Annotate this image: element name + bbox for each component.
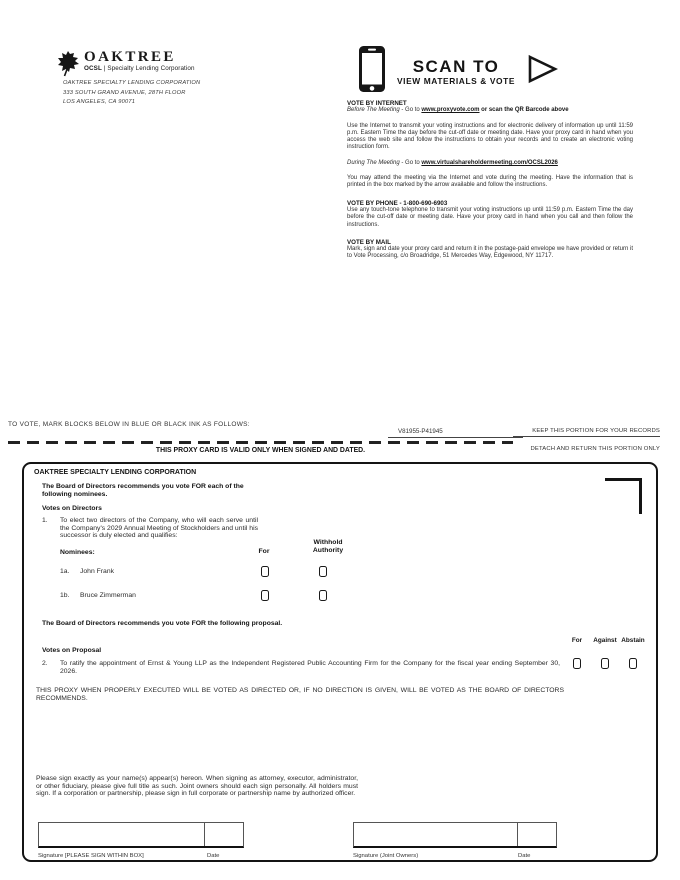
detach-dashed-line [8,441,513,444]
date-input-joint[interactable] [518,823,556,846]
brand-wordmark: OAKTREE [84,49,176,65]
signature-input-joint[interactable] [354,823,518,846]
nominee-id: 1a. [60,568,70,575]
proposal-2-text: To ratify the appointment of Ernst & Young LLP as the Independent Registered Public Accounting Firm for the Company for the fiscal year ending September 30, 2026. [60,660,560,675]
nominee-name: John Frank [80,568,115,575]
signature-box-primary [38,822,244,848]
company-address [63,79,200,108]
checkbox-2-abstain[interactable] [629,658,637,669]
scan-subtitle: VIEW MATERIALS & VOTE [397,75,516,86]
signature-box-joint [353,822,557,848]
date-label: Date [518,853,531,859]
checkbox-1b-for[interactable] [261,590,269,601]
address-line: LOS ANGELES, CA 90071 [63,99,136,106]
checkbox-1a-withhold[interactable] [319,566,327,577]
nominee-row-1b [60,592,136,600]
address-line: OAKTREE SPECIALTY LENDING CORPORATION [63,80,201,86]
nominee-row-1a [60,568,114,576]
checkbox-1a-for[interactable] [261,566,269,577]
detach-portion-note: DETACH AND RETURN THIS PORTION ONLY [530,446,660,452]
proposal-2-number: 2. [42,660,48,667]
oak-leaf-icon [57,50,79,82]
triangle-arrow-icon [526,54,558,89]
signature-joint-label: Signature (Joint Owners) [353,853,419,859]
mark-blocks-instruction: TO VOTE, MARK BLOCKS BELOW IN BLUE OR BLACK INK AS FOLLOWS: [8,421,250,428]
mail-instructions-text: Mark, sign and date your proxy card and return it in the postage-paid envelope we have provided or return it to Vote Processing, c/o Broadridge, 51 Mercedes Way, Edgewood, NY 11717. [347,246,633,260]
nominees-label: Nominees: [60,549,95,556]
scan-title: SCAN TO [412,56,500,76]
nominee-name: Bruce Zimmerman [80,592,136,599]
column-header-for: For [258,548,270,555]
proxyvote-link[interactable]: www.proxyvote.com [421,107,480,114]
vote-by-mail-heading: VOTE BY MAIL [347,238,391,246]
nominee-id: 1b. [60,592,70,599]
corner-bracket-mark [605,478,642,481]
vote-by-internet-heading: VOTE BY INTERNET [347,100,407,107]
date-label: Date [207,853,220,859]
smartphone-icon [358,45,386,98]
column-header-for: For [571,637,583,644]
checkbox-2-for[interactable] [573,658,581,669]
vote-by-phone-heading: VOTE BY PHONE - 1-800-690-6903 [347,199,448,207]
votes-on-proposal-heading: Votes on Proposal [42,647,102,654]
card-company-name: OAKTREE SPECIALTY LENDING CORPORATION [34,469,197,476]
sign-instructions: Please sign exactly as your name(s) appear(s) hereon. When signing as attorney, executor, administrator, or other fiduciary, please give full title as such. Joint owners should each sign personally. All holders must sign. If a corporation or partnership, please sign in full corporate or partnership name by authorized officer. [36,775,358,798]
before-meeting-line: Before The Meeting - Go to www.proxyvote.com or scan the QR Barcode above [347,107,569,114]
address-line: 333 SOUTH GRAND AVENUE, 28TH FLOOR [63,89,186,96]
internet-instructions-text: Use the Internet to transmit your voting instructions and for electronic delivery of information up until 11:59 p.m. Eastern Time the day before the cut-off date or meeting date. Have your proxy card in hand when you access the web site and follow the instructions to obtain your records and to create an electronic voting instruction form. [347,122,633,151]
keep-portion-note: KEEP THIS PORTION FOR YOUR RECORDS [513,428,660,437]
votes-on-directors-heading: Votes on Directors [42,505,102,512]
brand-subtitle: OCSL | Specialty Lending Corporation [84,65,195,72]
signature-input-primary[interactable] [39,823,205,846]
during-meeting-text: You may attend the meeting via the Internet and vote during the meeting. Have the information that is printed in the box marked by the arrow available and follow the instructions. [347,175,633,189]
during-meeting-line: During The Meeting - Go to www.virtualshareholdermeeting.com/OCSL2026 [347,159,558,166]
virtual-meeting-link[interactable]: www.virtualshareholdermeeting.com/OCSL2026 [421,159,558,166]
company-logo [57,50,195,82]
execution-notice: THIS PROXY WHEN PROPERLY EXECUTED WILL BE VOTED AS DIRECTED OR, IF NO DIRECTION IS GIVEN, WILL BE VOTED AS THE BOARD OF DIRECTORS RECOMMENDS. [36,687,564,702]
column-header-withhold-authority: Withhold Authority [312,539,344,554]
column-header-abstain: Abstain [621,637,645,644]
valid-when-signed-notice: THIS PROXY CARD IS VALID ONLY WHEN SIGNED AND DATED. [155,447,366,454]
proposal-1-number: 1. [42,517,48,524]
corner-bracket-mark [639,478,642,514]
checkbox-1b-withhold[interactable] [319,590,327,601]
phone-instructions-text: Use any touch-tone telephone to transmit your voting instructions up until 11:59 p.m. Eastern Time the day before the cut-off date or meeting date. Have your proxy card in hand when you call and then follow the instructions. [347,206,633,228]
column-header-against: Against [593,637,617,644]
directors-recommendation: The Board of Directors recommends you vote FOR each of the following nominees. [42,483,244,498]
control-number: V81955-P41945 [388,428,523,438]
proposal-1-text: To elect two directors of the Company, who will each serve until the Company's 2029 Annual Meeting of Stockholders and until his successor is duly elected and qualifies: [60,517,258,540]
proxy-ballot-card [22,462,658,862]
checkbox-2-against[interactable] [601,658,609,669]
proposal-recommendation: The Board of Directors recommends you vote FOR the following proposal. [42,620,283,627]
signature-primary-label: Signature [PLEASE SIGN WITHIN BOX] [38,853,144,859]
vote-instructions [347,100,633,269]
scan-to-vote-banner [358,45,558,98]
date-input-primary[interactable] [205,823,243,846]
